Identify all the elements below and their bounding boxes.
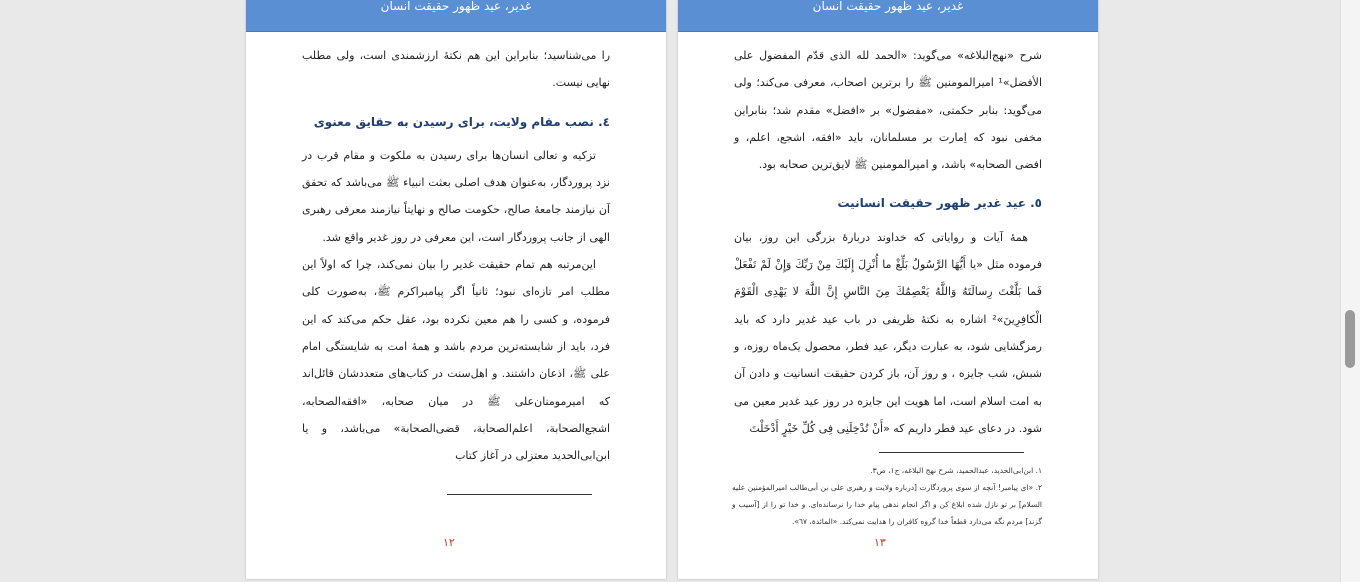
footnote-divider [879,452,1024,453]
footnote-divider [447,494,592,495]
footnote: ١. ابن‌ابی‌الحدید، عبدالحمید، شرح نهج البلاغه، ج١، ص٣. [870,466,1042,475]
scrollbar-thumb[interactable] [1345,310,1355,368]
page-body [302,42,610,469]
paragraph: این‌مرتبه هم تمام حقیقت غدیر را بیان نمی‌کند، چرا که اولاً این مطلب امر تازه‌ای نبود؛ ثانیاً اگر پیامبراکرم ﷺ، به‌صورت کلی فرموده، و کسی را هم معین نکرده بود، عقل حکم می‌کند که این فرد، باید از شایسته‌ترین مردم باشد و همهٔ امت به شایستگی امام علی ﷺ، اذعان داشتند. و اهل‌سنت در کتاب‌های متعددشان قائل‌اند که امیرمومنان‌علی ﷺ در میان صحابه، «افقه‌الصحابه، اشجع‌الصحابة، اعلم‌الصحابة، قضی‌الصحابة» می‌باشد، و یا ابن‌ابی‌الحدید معتزلی در آغاز کتاب [302,258,610,463]
paragraph-continuation: شرح «نهج‌البلاغه» می‌گوید: «الحمد لله الذی قدّم المفضول علی الأفضل»¹ امیرالمومنین ﷺ را برترین اصحاب، معرفی می‌کند؛ ولی می‌گوید: بنابر حکمتی، «مفضول» بر «افضل» مقدم شد؛ بنابراین مخفی نبود که اِمارت بر مسلمانان، باید «افقه، اشجع، اعلم، و افضی الصحابه» باشد، و امیرالمومنین ﷺ لایق‌ترین صحابه بود. [734,49,1042,172]
paragraph: همهٔ آیات و روایاتی که خداوند دربارهٔ بزرگی این روز، بیان فرموده مثل «یا أَیُّهَا الرَّسُولُ بَلِّغْ ما أُنْزِلَ إِلَیْكَ مِنْ رَبِّكَ وَإِنْ لَمْ تَفْعَلْ فَما بَلَّغْتَ رِسالَتَهُ وَاللَّهُ یَعْصِمُكَ مِنَ النَّاسِ إِنَّ اللَّهَ لا یَهْدِی الْقَوْمَ الْكافِرِینَ»² اشاره به نکتهٔ ظریفی در باب عید غدیر دارد که باید رمزگشایی شود، به عبارت دیگر، عید فطر، محصول یک‌ماه روزه، و شبش، شب جایزه ، و روز آن، باز کردن حقیقت انسانیت و دادن آن به امت اسلام است، اما هویت این جایزه در روز عید غدیر معین می شود. در دعای عید فطر داریم که «أَنْ تُدْخِلَنِی فِی كُلِّ خَیْرٍ أَدْخَلْتَ [734,230,1042,435]
page-number: ١٢ [443,536,455,549]
page-12 [246,0,666,579]
paragraph-continuation: را می‌شناسید؛ بنابراین این هم نکتهٔ ارزشمندی است، ولی مطلب نهایی نیست. [302,49,610,90]
section-heading: ٤. نصب مقام ولایت، برای رسیدن به حقایق معنوی [313,114,610,129]
vertical-scrollbar[interactable] [1340,0,1360,582]
page-header: غدیر، عید ظهور حقیقت انسان [678,0,1098,32]
page-header: غدیر، عید ظهور حقیقت انسان [246,0,666,32]
page-13 [678,0,1098,579]
page-body [734,42,1042,442]
section-heading: ٥. عید غدیر ظهور حقیقت انسانیت [837,196,1042,211]
page-number: ١٣ [874,536,886,549]
footnote: ٢. «ای پیامبر! آنچه از سوی پروردگارت [درباره ولایت و رهبری علی بن أبی‌طالب امیرالمؤمنین علیه السلام] بر تو نازل شده ابلاغ کن و اگر انجام ندهی پیام خدا را نرسانده‌ای. و خدا تو را از [آسیب و گزند] مردم نگه می‌دارد قطعاً خدا گروه کافران را هدایت نمی‌کند. «المائدة، ٦٧». [732,483,1042,526]
paragraph: تزکیه و تعالی انسان‌ها برای رسیدن به ملکوت و مقام قرب در نزد پروردگار، به‌عنوان هدف اصلی بعثت انبیاء ﷺ می‌باشد که تحقق آن نیازمند جامعهٔ صالح، حکومت صالح و نهایتاً نیازمند معرفی رهبری الهی از جانب پروردگار است، این معرفی در روز غدیر واقع شد. [302,148,610,244]
footnotes [732,462,1042,530]
